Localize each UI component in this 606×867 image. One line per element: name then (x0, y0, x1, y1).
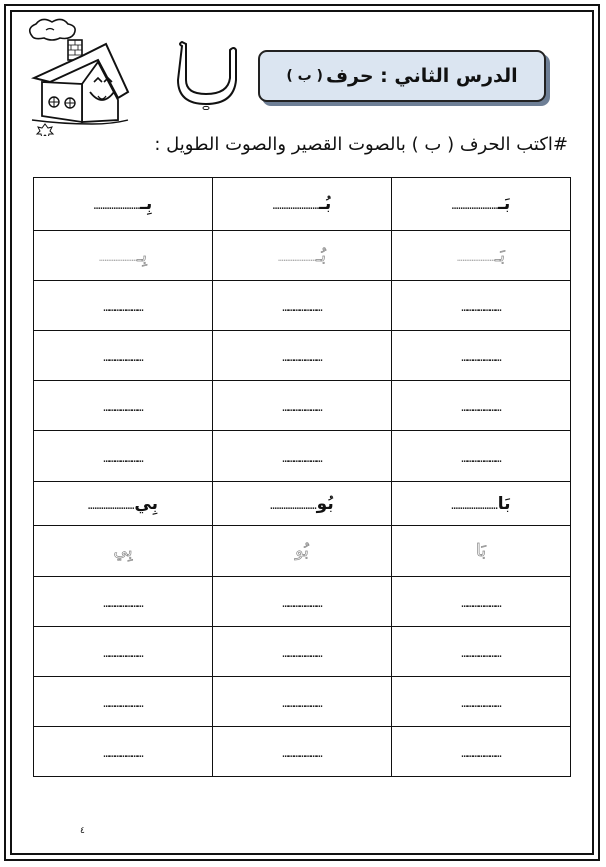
cell-trace-kasra: …………………بِـ (34, 231, 213, 281)
cell-trace-fatha: …………………بَـ (392, 231, 571, 281)
table-row (34, 231, 571, 281)
cell-model-damma: …………………بُـ (213, 178, 392, 231)
instruction-text: #اكتب الحرف ( ب ) بالصوت القصير والصوت الطويل : (154, 134, 568, 155)
table-row (34, 526, 571, 577)
write-cell[interactable]: ………………… (213, 331, 392, 381)
write-cell[interactable]: ………………… (213, 677, 392, 727)
table-row (34, 482, 571, 526)
write-cell[interactable]: ………………… (392, 331, 571, 381)
table-row (34, 677, 571, 727)
table-row (34, 381, 571, 431)
writing-practice-table (33, 177, 571, 777)
write-cell[interactable]: ………………… (392, 627, 571, 677)
write-cell[interactable]: ………………… (392, 431, 571, 482)
big-letter-ba-outline (176, 40, 238, 110)
write-cell[interactable]: ………………… (392, 677, 571, 727)
write-cell[interactable]: ………………… (34, 727, 213, 777)
write-cell[interactable]: ………………… (213, 727, 392, 777)
cell-trace-damma: …………………بُـ (213, 231, 392, 281)
write-cell[interactable]: ………………… (34, 281, 213, 331)
write-cell[interactable]: ………………… (34, 577, 213, 627)
cell-trace-ba: بَا (392, 526, 571, 577)
write-cell[interactable]: ………………… (34, 627, 213, 677)
cell-model-bi: …………………بِي (34, 482, 213, 526)
table-row (34, 577, 571, 627)
table-row (34, 281, 571, 331)
write-cell[interactable]: ………………… (213, 627, 392, 677)
lesson-title-letter: ( ب ) (286, 68, 323, 84)
write-cell[interactable]: ………………… (34, 331, 213, 381)
write-cell[interactable]: ………………… (392, 381, 571, 431)
cell-model-fatha: …………………بَـ (392, 178, 571, 231)
cell-trace-bu: بُو (213, 526, 392, 577)
page-number: ٤ (80, 826, 85, 836)
lesson-title-box (258, 50, 546, 102)
write-cell[interactable]: ………………… (213, 577, 392, 627)
lesson-title: الدرس الثاني : حرف (325, 65, 518, 87)
write-cell[interactable]: ………………… (392, 281, 571, 331)
cell-model-kasra: …………………بِـ (34, 178, 213, 231)
big-letter-text: ب (176, 40, 177, 41)
cell-trace-bi: بِي (34, 526, 213, 577)
table-row (34, 727, 571, 777)
write-cell[interactable]: ………………… (34, 431, 213, 482)
write-cell[interactable]: ………………… (213, 281, 392, 331)
table-row (34, 178, 571, 231)
write-cell[interactable]: ………………… (213, 381, 392, 431)
table-row (34, 331, 571, 381)
cell-model-bu: …………………بُو (213, 482, 392, 526)
write-cell[interactable]: ………………… (392, 577, 571, 627)
write-cell[interactable]: ………………… (34, 381, 213, 431)
write-cell[interactable]: ………………… (34, 677, 213, 727)
house-clipart (24, 16, 134, 136)
table-row (34, 431, 571, 482)
cell-model-ba: …………………بَا (392, 482, 571, 526)
table-row (34, 627, 571, 677)
write-cell[interactable]: ………………… (213, 431, 392, 482)
write-cell[interactable]: ………………… (392, 727, 571, 777)
